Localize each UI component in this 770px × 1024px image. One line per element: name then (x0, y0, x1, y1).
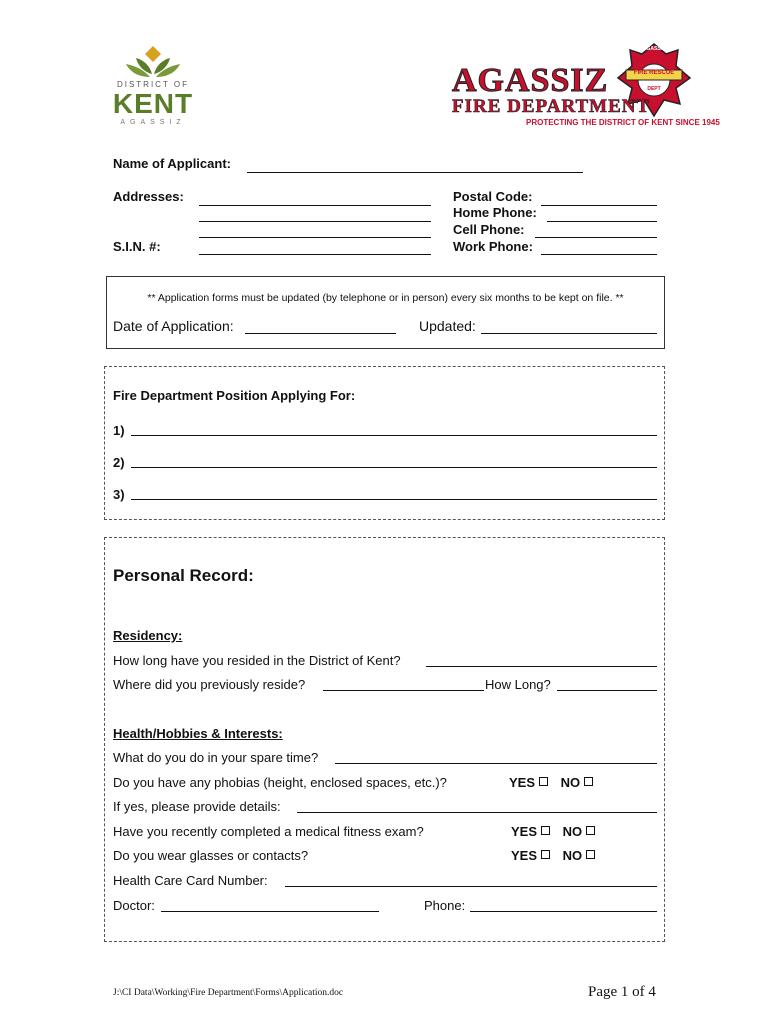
fitness-yes-label: YES (511, 824, 538, 839)
position-item-label-3: 3) (113, 487, 125, 502)
position-item-label-1: 1) (113, 423, 125, 438)
glasses-yes-label: YES (511, 848, 538, 863)
how-long-label: How Long? (485, 677, 551, 692)
phone-label: Phone: (424, 898, 466, 913)
glasses-question: Do you wear glasses or contacts? (113, 848, 309, 863)
resided-field[interactable] (426, 666, 657, 667)
applicant-name-label: Name of Applicant: (113, 156, 231, 171)
resided-question: How long have you resided in the District of Kent? (113, 653, 401, 668)
fitness-no-checkbox[interactable] (586, 826, 595, 835)
badge-top-text: AGASSIZ (642, 46, 666, 52)
postal-code-label: Postal Code: (453, 189, 533, 204)
phobias-no-checkbox[interactable] (584, 777, 593, 786)
date-of-application-label: Date of Application: (113, 318, 234, 334)
address-line-2[interactable] (199, 221, 431, 222)
home-phone-field[interactable] (547, 221, 657, 222)
address-line-3[interactable] (199, 237, 431, 238)
phobias-yes-no (509, 775, 593, 790)
kent-logo-district: DISTRICT OF (116, 80, 190, 89)
position-item-label-2: 2) (113, 455, 125, 470)
notice-text: ** Application forms must be updated (by telephone or in person) every six months to be kept on file. ** (147, 292, 624, 304)
fitness-question: Have you recently completed a medical fitness exam? (113, 824, 424, 839)
badge-band-text: FIRE RESCUE (633, 70, 675, 76)
phobias-yes-checkbox[interactable] (539, 777, 548, 786)
fire-logo-subtitle: FIRE DEPARTMENT (452, 96, 651, 117)
leaf-emblem-icon (108, 44, 198, 80)
doctor-label: Doctor: (113, 898, 155, 913)
notice-box (106, 276, 665, 349)
spare-time-field[interactable] (335, 763, 657, 764)
updated-field[interactable] (481, 333, 657, 334)
addresses-label: Addresses: (113, 189, 184, 204)
glasses-yes-no (511, 848, 595, 863)
fire-logo-tagline: PROTECTING THE DISTRICT OF KENT SINCE 1945 (526, 118, 720, 127)
personal-record-title: Personal Record: (113, 566, 254, 585)
health-card-label: Health Care Card Number: (113, 873, 268, 888)
address-line-1[interactable] (199, 205, 431, 206)
sin-field[interactable] (199, 254, 431, 255)
date-of-application-field[interactable] (245, 333, 396, 334)
applicant-name-field[interactable] (247, 172, 583, 173)
phone-field[interactable] (470, 911, 657, 912)
previous-residence-question: Where did you previously reside? (113, 677, 306, 692)
home-phone-label: Home Phone: (453, 205, 537, 220)
phobias-no-label: NO (560, 775, 581, 790)
glasses-yes-checkbox[interactable] (541, 850, 550, 859)
phobias-question: Do you have any phobias (height, enclosed spaces, etc.)? (113, 775, 447, 790)
fitness-yes-no (511, 824, 595, 839)
fire-department-logo (448, 40, 720, 130)
residency-heading: Residency: (113, 628, 183, 643)
health-heading: Health/Hobbies & Interests: (113, 726, 283, 741)
position-heading: Fire Department Position Applying For: (113, 388, 356, 403)
spare-time-question: What do you do in your spare time? (113, 750, 319, 765)
position-field-3[interactable] (131, 499, 657, 500)
cell-phone-field[interactable] (535, 237, 657, 238)
work-phone-field[interactable] (541, 254, 657, 255)
cell-phone-label: Cell Phone: (453, 222, 525, 237)
doctor-field[interactable] (161, 911, 379, 912)
position-field-2[interactable] (131, 467, 657, 468)
fire-logo-name: AGASSIZ (452, 62, 609, 99)
kent-logo-agassiz: AGASSIZ (120, 119, 186, 126)
details-field[interactable] (297, 812, 657, 813)
glasses-no-checkbox[interactable] (586, 850, 595, 859)
fitness-no-label: NO (562, 824, 583, 839)
fitness-yes-checkbox[interactable] (541, 826, 550, 835)
sin-label: S.I.N. #: (113, 239, 161, 254)
kent-logo-kent: KENT (112, 88, 194, 119)
position-field-1[interactable] (131, 435, 657, 436)
postal-code-field[interactable] (541, 205, 657, 206)
previous-residence-field[interactable] (323, 690, 484, 691)
updated-label: Updated: (419, 318, 476, 334)
details-question: If yes, please provide details: (113, 799, 281, 814)
glasses-no-label: NO (562, 848, 583, 863)
badge-bottom-text: DEPT (647, 86, 661, 92)
how-long-field[interactable] (557, 690, 657, 691)
footer-file-path: J:\CI Data\Working\Fire Department\Forms\Application.doc (113, 988, 344, 998)
footer-page-number: Page 1 of 4 (588, 984, 656, 1000)
work-phone-label: Work Phone: (453, 239, 533, 254)
phobias-yes-label: YES (509, 775, 536, 790)
kent-logo (108, 44, 198, 130)
health-card-field[interactable] (285, 886, 657, 887)
